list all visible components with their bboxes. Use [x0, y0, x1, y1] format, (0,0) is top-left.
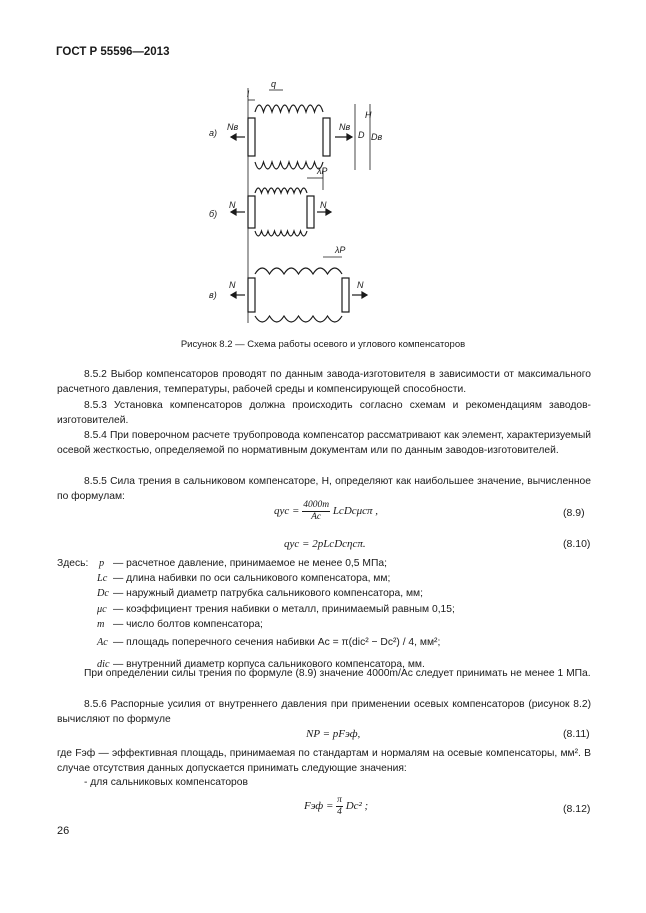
definition-row-dc — [57, 586, 617, 601]
label-c: в) — [209, 290, 217, 300]
formula-8-9-lhs: qус = — [274, 505, 300, 518]
formula-8-9 — [274, 500, 378, 523]
label-d: D — [358, 130, 365, 140]
definition-row-m — [57, 617, 617, 632]
compensator-diagram — [195, 78, 425, 328]
definition-symbol: μc — [97, 603, 107, 615]
document-header: ГОСТ Р 55596—2013 — [56, 46, 170, 58]
definition-symbol: dic — [97, 658, 110, 670]
flange-c-right — [342, 278, 349, 312]
label-lambda-b: λP — [317, 166, 328, 176]
arrow-c-right-head — [362, 292, 367, 298]
arrow-a-right-head — [347, 134, 352, 140]
flange-a-left — [248, 118, 255, 156]
definition-text: — расчетное давление, принимаемое не менее 0,5 МПа; — [113, 558, 387, 569]
definition-text: — площадь поперечного сечения набивки Ac = π(dic² − Dc²) / 4, мм²; — [113, 636, 441, 648]
label-n-c-right: N — [357, 280, 364, 290]
paragraph-8-5-3: 8.5.3 Установка компенсаторов должна происходить согласно схемам и рекомендациям заводов-изготовителей. — [57, 400, 591, 427]
definition-row-ac — [57, 632, 617, 657]
definition-symbol: Lc — [97, 573, 108, 585]
formula-8-10-number: (8.10) — [563, 538, 591, 550]
label-q: q — [271, 79, 277, 89]
bellows-b-bottom-wave — [255, 231, 307, 236]
definition-text: — число болтов компенсатора; — [113, 618, 263, 630]
formula-8-12-number: (8.12) — [563, 803, 591, 815]
paragraph-8-5-2: 8.5.2 Выбор компенсаторов проводят по данным завода-изготовителя в зависимости от максимального расчетного давления, температуры, рабочей среды и компенсирующей способности. — [57, 369, 591, 396]
definition-text: — длина набивки по оси сальникового компенсатора, мм; — [113, 573, 391, 585]
paragraph-8-5-6: 8.5.6 Распорные усилия от внутреннего давления при применении осевых компенсаторов (рисунок 8.2) вычисляют по формуле — [57, 699, 591, 726]
definition-symbol: p — [99, 558, 105, 569]
label-nv-right: Nв — [339, 122, 351, 132]
label-h: H — [365, 110, 372, 120]
page-number: 26 — [57, 825, 70, 837]
paragraph-friction-note: При определении силы трения по формуле (8.9) значение 4000m/Ac следует принимать не менее 1 МПа. — [84, 668, 591, 679]
paragraph-feff: где Fэф — эффективная площадь, принимаемая по стандартам и нормалям на осевые компенсаторы, мм². В случае отсутствия данных допускается принимать следующие значения: — [57, 748, 591, 775]
definition-text: — коэффициент трения набивки о металл, принимаемый равным 0,15; — [113, 603, 455, 615]
definition-row-p — [57, 556, 617, 571]
definition-text: — внутренний диаметр корпуса сальникового компенсатора, мм. — [113, 658, 425, 670]
label-l: l — [247, 89, 249, 99]
bellows-c-top-wave — [255, 268, 342, 274]
label-nv-left: Nв — [227, 122, 239, 132]
formula-8-9-numerator: 4000m — [303, 500, 330, 510]
arrow-b-right-head — [326, 209, 331, 215]
label-a: а) — [209, 128, 218, 138]
label-b: б) — [209, 209, 218, 219]
label-n-b-right: N — [320, 200, 327, 210]
definitions-intro: Здесь: — [57, 558, 89, 569]
paragraph-8-5-4: 8.5.4 При поверочном расчете трубопровода компенсатор рассматривают как элемент, характеризуемый осевой жесткостью, определяемой по нормативным документам или по данным заводов-изготовителей. — [57, 430, 591, 457]
paragraph-gland: - для сальниковых компенсаторов — [84, 777, 248, 788]
formula-8-12 — [304, 795, 368, 818]
label-n-c-left: N — [229, 280, 236, 290]
definition-text: — наружный диаметр патрубка сальникового компенсатора, мм; — [113, 588, 423, 600]
definitions-list — [57, 556, 617, 672]
definition-symbol: Ac — [97, 636, 108, 648]
formula-8-12-denominator: 4 — [337, 807, 342, 817]
flange-a-right — [323, 118, 330, 156]
formula-8-11: NP = pFэф, — [306, 728, 361, 740]
arrow-c-left-head — [231, 292, 236, 298]
paragraph-8-5-5: 8.5.5 Сила трения в сальниковом компенсаторе, Н, определяют как наибольшее значение, вычисленное по формулам: — [57, 476, 591, 503]
label-n-b-left: N — [229, 200, 236, 210]
bellows-a-top-wave — [255, 105, 323, 112]
definition-row-lc — [57, 571, 617, 586]
flange-b-right — [307, 196, 314, 228]
arrow-a-left-head — [231, 134, 236, 140]
flange-c-left — [248, 278, 255, 312]
label-dv: Dв — [371, 132, 383, 142]
formula-8-12-lhs: Fэф = — [304, 800, 334, 813]
definition-symbol: m — [97, 618, 105, 630]
formula-8-11-number: (8.11) — [563, 728, 590, 740]
formula-8-9-rhs: LcDcμcπ , — [332, 505, 379, 518]
definition-symbol: Dc — [97, 588, 110, 600]
flange-b-left — [248, 196, 255, 228]
bellows-c-bottom-wave — [255, 316, 342, 322]
bellows-a-bottom-wave — [255, 162, 323, 169]
label-lambda-c: λP — [335, 245, 346, 255]
formula-8-10: qус = 2pLcDcηcπ. — [284, 538, 366, 550]
definition-row-muc — [57, 602, 617, 617]
formula-8-12-numerator: π — [337, 795, 342, 805]
bellows-b-top-wave — [255, 188, 307, 193]
formula-8-9-number: (8.9) — [563, 507, 585, 519]
figure-caption: Рисунок 8.2 — Схема работы осевого и углового компенсаторов — [180, 339, 466, 350]
formula-8-9-denominator: Ac — [311, 512, 322, 522]
formula-8-12-rhs: Dc² ; — [345, 800, 369, 813]
